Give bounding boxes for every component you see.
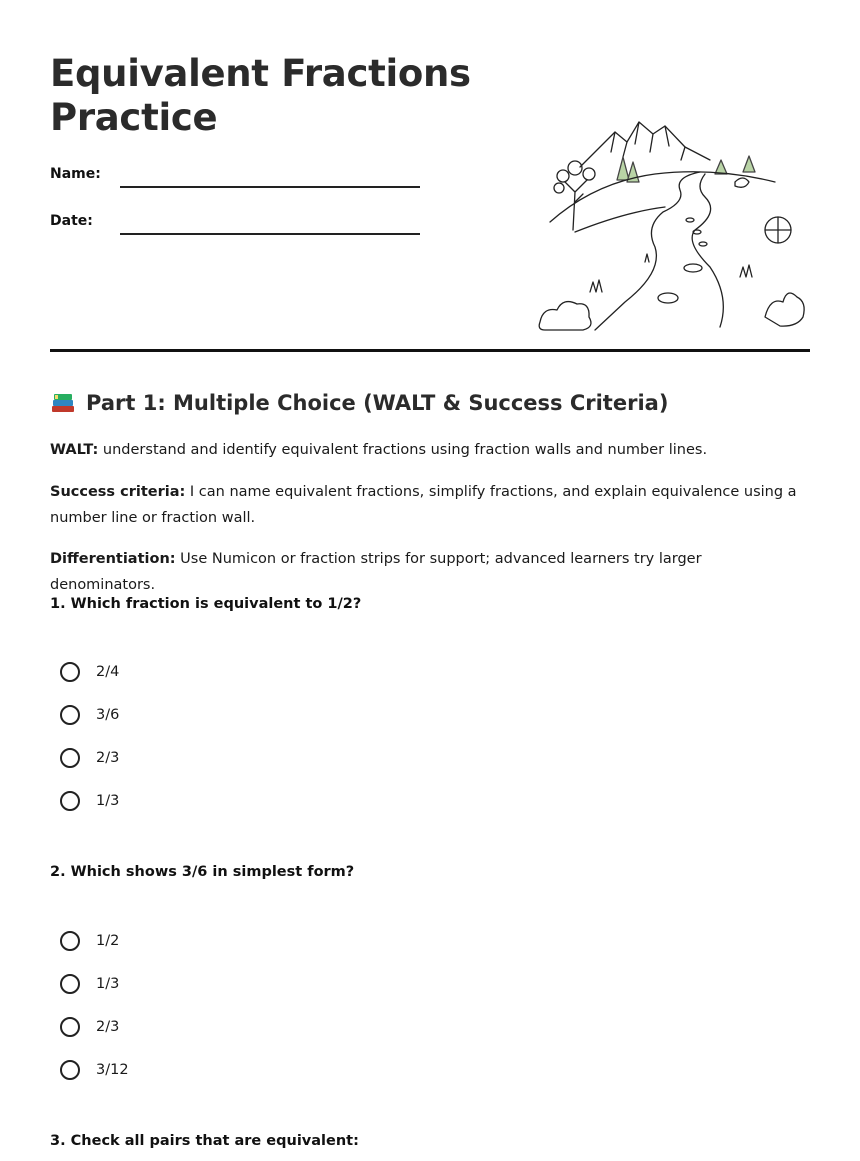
option-label: 1/3 bbox=[96, 793, 120, 809]
q1-option-1[interactable] bbox=[60, 659, 119, 685]
q1-option-3[interactable] bbox=[60, 745, 119, 771]
q1-option-4[interactable] bbox=[60, 788, 119, 814]
success-text: I can name equivalent fractions, simplify fractions, and explain equivalence using a number line or fraction wall. bbox=[50, 484, 797, 526]
q2-option-4[interactable] bbox=[60, 1057, 129, 1083]
option-label: 1/2 bbox=[96, 933, 120, 949]
success-criteria-paragraph bbox=[50, 479, 810, 531]
radio-button[interactable] bbox=[60, 1017, 80, 1037]
q2-option-1[interactable] bbox=[60, 928, 119, 954]
walt-label: WALT: bbox=[50, 442, 99, 458]
name-field[interactable] bbox=[120, 186, 420, 188]
radio-button[interactable] bbox=[60, 662, 80, 682]
option-label: 3/12 bbox=[96, 1062, 129, 1078]
section-divider bbox=[50, 349, 810, 352]
question-2: 2. Which shows 3/6 in simplest form? bbox=[50, 864, 355, 880]
differentiation-paragraph bbox=[50, 546, 810, 598]
date-field[interactable] bbox=[120, 233, 420, 235]
option-label: 2/3 bbox=[96, 1019, 120, 1035]
differentiation-label: Differentiation: bbox=[50, 551, 176, 567]
mountain-path-illustration bbox=[535, 112, 810, 337]
question-1: 1. Which fraction is equivalent to 1/2? bbox=[50, 596, 362, 612]
q2-option-3[interactable] bbox=[60, 1014, 119, 1040]
q1-option-2[interactable] bbox=[60, 702, 119, 728]
walt-paragraph bbox=[50, 437, 810, 463]
part1-heading-text: Part 1: Multiple Choice (WALT & Success Criteria) bbox=[86, 391, 669, 415]
name-label: Name: bbox=[50, 166, 101, 182]
option-label: 1/3 bbox=[96, 976, 120, 992]
radio-button[interactable] bbox=[60, 705, 80, 725]
option-label: 2/3 bbox=[96, 750, 120, 766]
question-3: 3. Check all pairs that are equivalent: bbox=[50, 1133, 359, 1149]
q2-option-2[interactable] bbox=[60, 971, 119, 997]
radio-button[interactable] bbox=[60, 931, 80, 951]
page-title: Equivalent Fractions Practice bbox=[50, 52, 471, 139]
option-label: 3/6 bbox=[96, 707, 120, 723]
radio-button[interactable] bbox=[60, 791, 80, 811]
walt-text: understand and identify equivalent fractions using fraction walls and number lines. bbox=[98, 442, 708, 458]
differentiation-text: Use Numicon or fraction strips for support; advanced learners try larger denominators. bbox=[50, 551, 702, 593]
success-label: Success criteria: bbox=[50, 484, 186, 500]
radio-button[interactable] bbox=[60, 748, 80, 768]
date-label: Date: bbox=[50, 213, 93, 229]
part1-heading bbox=[50, 390, 668, 416]
radio-button[interactable] bbox=[60, 1060, 80, 1080]
radio-button[interactable] bbox=[60, 974, 80, 994]
books-icon bbox=[50, 390, 76, 416]
option-label: 2/4 bbox=[96, 664, 120, 680]
